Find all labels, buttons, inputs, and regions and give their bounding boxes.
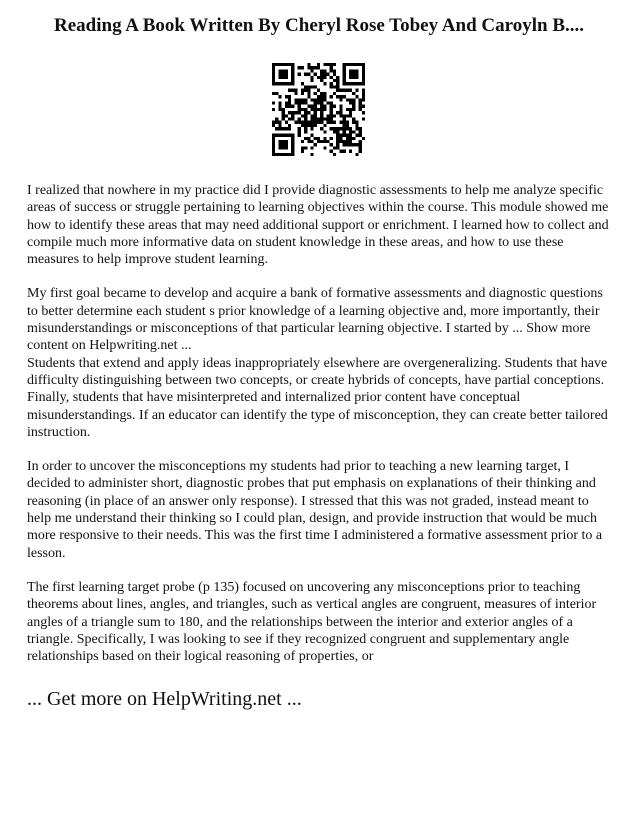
document-title: Reading A Book Written By Cheryl Rose Tobey And Caroyln B.... <box>54 15 584 36</box>
paragraph: Students that extend and apply ideas inappropriately elsewhere are overgeneralizing. Students that have difficulty distinguishing between two concepts, or create hybrids of concepts, have partial conceptions. Finally, students that have misinterpreted and internalized prior content have conceptual misunderstandings. If an educator can identify the type of misconception, they can create better tailored instruction. <box>27 355 608 440</box>
paragraph: I realized that nowhere in my practice did I provide diagnostic assessments to help me analyze specific areas of success or struggle pertaining to learning objectives within the course. This module showed me how to identify these areas that may need additional support or enrichment. I learned how to collect and compile much more informative data on student knowledge in these areas, and how to use these measures to help improve student learning. <box>27 183 609 268</box>
qr-code-icon <box>272 63 365 156</box>
get-more-link[interactable]: ... Get more on HelpWriting.net ... <box>27 688 302 710</box>
document-body <box>27 182 613 682</box>
paragraph: In order to uncover the misconceptions my students had prior to teaching a new learning target, I decided to administer short, diagnostic probes that put emphasis on explanations of their thinking and reasoning (in place of an answer only response). I stressed that this was not graded, instead meant to help me understand their thinking so I could plan, design, and provide instruction that would be much more responsive to their needs. This was the first time I administered a formative assessment prior to a lesson. <box>27 459 603 561</box>
paragraph: The first learning target probe (p 135) focused on uncovering any misconceptions prior to teaching theorems about lines, angles, and triangles, such as vertical angles are congruent, measures of interior angles of a triangle sum to 180, and the relationships between the interior and exterior angles of a triangle. Specifically, I was looking to see if they recognized congruent and supplementary angle relationships based on their logical reasoning of properties, or <box>27 579 597 665</box>
paragraph: My first goal became to develop and acquire a bank of formative assessments and diagnostic questions to better determine each student s prior knowledge of a learning objective and, more importantly, their misunderstandings or misconceptions of that particular learning objective. I started by ... Show more content on Helpwriting.net ... <box>27 286 603 354</box>
